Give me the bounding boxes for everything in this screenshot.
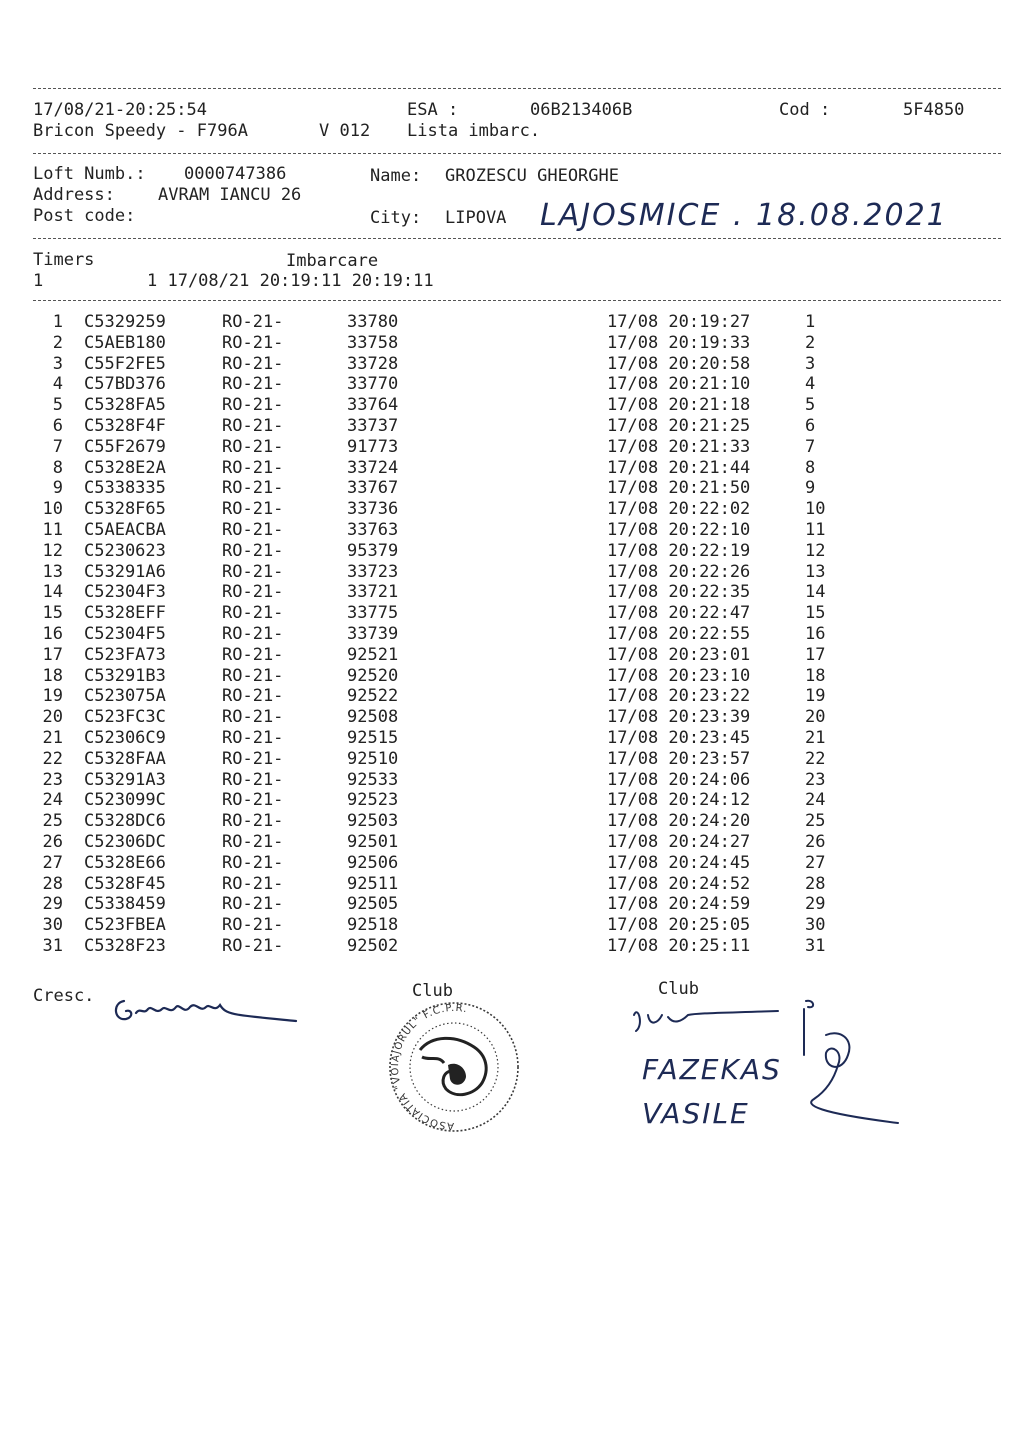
bird-index: 15 bbox=[42, 603, 63, 624]
bird-ring-prefix: RO-21- bbox=[222, 603, 284, 624]
bird-row bbox=[0, 790, 1024, 811]
bird-ring-prefix: RO-21- bbox=[222, 936, 284, 956]
bird-arrival-time: 17/08 20:25:05 bbox=[607, 915, 751, 936]
bird-arrival-time: 17/08 20:22:55 bbox=[607, 624, 751, 644]
timer-entry: 1 17/08/21 20:19:11 20:19:11 bbox=[147, 271, 434, 291]
bird-arrival-time: 17/08 20:24:45 bbox=[607, 852, 751, 873]
cod-label: Cod : bbox=[779, 100, 831, 120]
list-title: Lista imbarc. bbox=[407, 121, 541, 141]
bird-arrival-time: 17/08 20:22:19 bbox=[607, 540, 751, 561]
bird-ring-number: 92533 bbox=[347, 769, 399, 790]
bird-chip-id: C5328F65 bbox=[84, 499, 166, 520]
bird-index: 12 bbox=[42, 540, 63, 561]
city-label: City: bbox=[370, 208, 422, 228]
bird-ring-prefix: RO-21- bbox=[222, 707, 284, 728]
bird-row bbox=[0, 624, 1024, 645]
bird-ring-prefix: RO-21- bbox=[222, 811, 284, 832]
bird-position: 8 bbox=[805, 457, 816, 478]
bird-chip-id: C5AEB180 bbox=[84, 332, 166, 353]
bird-ring-number: 33763 bbox=[347, 520, 399, 540]
bird-ring-number: 33737 bbox=[347, 416, 399, 436]
postcode-label: Post code: bbox=[33, 206, 136, 226]
bird-ring-number: 33728 bbox=[347, 353, 399, 374]
bird-position: 7 bbox=[805, 436, 816, 457]
bird-ring-prefix: RO-21- bbox=[222, 457, 284, 478]
bird-chip-id: C5338459 bbox=[84, 894, 166, 915]
report-datetime: 17/08/21-20:25:54 bbox=[33, 100, 207, 120]
bird-row bbox=[0, 874, 1024, 895]
bird-index: 1 bbox=[52, 312, 63, 332]
bird-index: 11 bbox=[42, 520, 63, 540]
bird-index: 28 bbox=[42, 873, 63, 894]
bird-arrival-time: 17/08 20:21:10 bbox=[607, 374, 751, 395]
bird-arrival-time: 17/08 20:21:44 bbox=[607, 457, 751, 478]
bird-chip-id: C5338335 bbox=[84, 478, 166, 499]
bird-arrival-time: 17/08 20:23:10 bbox=[607, 665, 751, 686]
bird-row bbox=[0, 894, 1024, 915]
bird-ring-number: 92515 bbox=[347, 728, 399, 748]
bird-chip-id: C523FBEA bbox=[84, 915, 166, 936]
bird-row bbox=[0, 603, 1024, 624]
esa-value: 06B213406B bbox=[530, 100, 633, 120]
bird-index: 18 bbox=[42, 665, 63, 686]
bird-chip-id: C5328E2A bbox=[84, 457, 166, 478]
bird-position: 31 bbox=[805, 936, 826, 956]
bird-ring-number: 33739 bbox=[347, 624, 399, 644]
bird-position: 19 bbox=[805, 686, 826, 707]
bird-row bbox=[0, 520, 1024, 541]
bird-row bbox=[0, 707, 1024, 728]
bird-index: 20 bbox=[42, 707, 63, 728]
bird-index: 14 bbox=[42, 582, 63, 603]
bird-chip-id: C5329259 bbox=[84, 312, 166, 332]
bird-arrival-time: 17/08 20:22:35 bbox=[607, 582, 751, 603]
cresc-label: Cresc. bbox=[33, 986, 95, 1006]
bird-index: 27 bbox=[42, 852, 63, 873]
bird-index: 10 bbox=[42, 499, 63, 520]
bird-index: 22 bbox=[42, 748, 63, 769]
bird-position: 16 bbox=[805, 624, 826, 644]
bird-ring-prefix: RO-21- bbox=[222, 852, 284, 873]
bird-row bbox=[0, 458, 1024, 479]
bird-row bbox=[0, 728, 1024, 749]
bird-chip-id: C5230623 bbox=[84, 540, 166, 561]
bird-index: 2 bbox=[52, 332, 63, 353]
bird-index: 30 bbox=[42, 915, 63, 936]
esa-label: ESA : bbox=[407, 100, 459, 120]
bird-chip-id: C5328E66 bbox=[84, 852, 166, 873]
bird-index: 3 bbox=[52, 353, 63, 374]
bird-ring-number: 33736 bbox=[347, 499, 399, 520]
bird-chip-id: C52306DC bbox=[84, 832, 166, 852]
bird-ring-number: 33723 bbox=[347, 561, 399, 582]
bird-position: 2 bbox=[805, 332, 816, 353]
club-label-right: Club bbox=[658, 979, 699, 999]
bird-row bbox=[0, 416, 1024, 437]
bird-position: 15 bbox=[805, 603, 826, 624]
bird-position: 26 bbox=[805, 832, 826, 852]
bird-chip-id: C53291B3 bbox=[84, 665, 166, 686]
bird-ring-prefix: RO-21- bbox=[222, 540, 284, 561]
bird-ring-prefix: RO-21- bbox=[222, 520, 284, 540]
bird-row bbox=[0, 478, 1024, 499]
bird-chip-id: C53291A6 bbox=[84, 561, 166, 582]
bird-chip-id: C523FC3C bbox=[84, 707, 166, 728]
loft-label: Loft Numb.: bbox=[33, 164, 146, 184]
bird-arrival-time: 17/08 20:22:47 bbox=[607, 603, 751, 624]
bird-arrival-time: 17/08 20:20:58 bbox=[607, 353, 751, 374]
bird-index: 7 bbox=[52, 436, 63, 457]
bird-ring-prefix: RO-21- bbox=[222, 873, 284, 894]
bird-index: 9 bbox=[52, 478, 63, 499]
bird-position: 5 bbox=[805, 395, 816, 416]
bird-row bbox=[0, 686, 1024, 707]
bird-arrival-time: 17/08 20:25:11 bbox=[607, 936, 751, 956]
bird-ring-prefix: RO-21- bbox=[222, 686, 284, 707]
bird-arrival-time: 17/08 20:24:27 bbox=[607, 832, 751, 852]
bird-ring-number: 91773 bbox=[347, 436, 399, 457]
cod-value: 5F4850 bbox=[903, 100, 965, 120]
bird-index: 23 bbox=[42, 769, 63, 790]
stamp-text: ASOCIATIA "VOIAJORUL" F.C.P.R. bbox=[389, 1002, 469, 1132]
bird-row bbox=[0, 582, 1024, 603]
bird-index: 21 bbox=[42, 728, 63, 748]
bird-ring-prefix: RO-21- bbox=[222, 395, 284, 416]
bird-position: 29 bbox=[805, 894, 826, 915]
bird-ring-prefix: RO-21- bbox=[222, 312, 284, 332]
bird-row bbox=[0, 749, 1024, 770]
bird-chip-id: C5328FA5 bbox=[84, 395, 166, 416]
bird-position: 3 bbox=[805, 353, 816, 374]
bird-chip-id: C52306C9 bbox=[84, 728, 166, 748]
bird-row bbox=[0, 832, 1024, 853]
imbarcare-label: Imbarcare bbox=[286, 251, 379, 271]
bird-index: 25 bbox=[42, 811, 63, 832]
bird-ring-number: 33758 bbox=[347, 332, 399, 353]
timer-id: 1 bbox=[33, 271, 44, 291]
bird-arrival-time: 17/08 20:22:10 bbox=[607, 520, 751, 540]
bird-arrival-time: 17/08 20:24:52 bbox=[607, 873, 751, 894]
bird-ring-prefix: RO-21- bbox=[222, 499, 284, 520]
bird-chip-id: C55F2679 bbox=[84, 436, 166, 457]
bird-chip-id: C55F2FE5 bbox=[84, 353, 166, 374]
bird-row bbox=[0, 333, 1024, 354]
loft-number: 0000747386 bbox=[184, 164, 287, 184]
bird-ring-number: 92503 bbox=[347, 811, 399, 832]
bird-ring-prefix: RO-21- bbox=[222, 332, 284, 353]
bird-position: 6 bbox=[805, 416, 816, 436]
bird-ring-number: 92502 bbox=[347, 936, 399, 956]
bird-row bbox=[0, 312, 1024, 333]
bird-chip-id: C523099C bbox=[84, 790, 166, 811]
bird-ring-prefix: RO-21- bbox=[222, 769, 284, 790]
bird-position: 10 bbox=[805, 499, 826, 520]
bird-position: 20 bbox=[805, 707, 826, 728]
bird-ring-prefix: RO-21- bbox=[222, 436, 284, 457]
bird-ring-prefix: RO-21- bbox=[222, 790, 284, 811]
owner-name: GROZESCU GHEORGHE bbox=[445, 166, 619, 186]
bird-row bbox=[0, 395, 1024, 416]
bird-index: 5 bbox=[52, 395, 63, 416]
bird-row bbox=[0, 666, 1024, 687]
bird-ring-prefix: RO-21- bbox=[222, 832, 284, 852]
bird-position: 4 bbox=[805, 374, 816, 395]
bird-chip-id: C52304F5 bbox=[84, 624, 166, 644]
address-label: Address: bbox=[33, 185, 115, 205]
bird-chip-id: C5328EFF bbox=[84, 603, 166, 624]
bird-ring-prefix: RO-21- bbox=[222, 728, 284, 748]
divider-header bbox=[33, 153, 1001, 154]
bird-ring-prefix: RO-21- bbox=[222, 478, 284, 499]
bird-ring-prefix: RO-21- bbox=[222, 665, 284, 686]
device-name: Bricon Speedy - F796A bbox=[33, 121, 248, 141]
bird-index: 19 bbox=[42, 686, 63, 707]
bird-arrival-time: 17/08 20:24:12 bbox=[607, 790, 751, 811]
bird-ring-number: 33770 bbox=[347, 374, 399, 395]
bird-position: 24 bbox=[805, 790, 826, 811]
bird-arrival-time: 17/08 20:21:50 bbox=[607, 478, 751, 499]
bird-row bbox=[0, 770, 1024, 791]
club-stamp-icon bbox=[382, 995, 527, 1135]
bird-chip-id: C5328F4F bbox=[84, 416, 166, 436]
bird-ring-prefix: RO-21- bbox=[222, 374, 284, 395]
bird-ring-number: 95379 bbox=[347, 540, 399, 561]
bird-row bbox=[0, 499, 1024, 520]
bird-ring-prefix: RO-21- bbox=[222, 624, 284, 644]
bird-index: 16 bbox=[42, 624, 63, 644]
bird-ring-prefix: RO-21- bbox=[222, 915, 284, 936]
bird-ring-number: 92521 bbox=[347, 644, 399, 665]
bird-row bbox=[0, 562, 1024, 583]
bird-ring-prefix: RO-21- bbox=[222, 561, 284, 582]
bird-chip-id: C5AEACBA bbox=[84, 520, 166, 540]
bird-ring-prefix: RO-21- bbox=[222, 416, 284, 436]
bird-index: 6 bbox=[52, 416, 63, 436]
bird-ring-prefix: RO-21- bbox=[222, 894, 284, 915]
bird-ring-number: 92522 bbox=[347, 686, 399, 707]
bird-position: 13 bbox=[805, 561, 826, 582]
divider-owner bbox=[33, 238, 1001, 239]
handwritten-location-date: LAJOSMICE . 18.08.2021 bbox=[540, 198, 948, 233]
bird-position: 21 bbox=[805, 728, 826, 748]
bird-ring-prefix: RO-21- bbox=[222, 748, 284, 769]
bird-position: 11 bbox=[805, 520, 826, 540]
bird-position: 22 bbox=[805, 748, 826, 769]
bird-arrival-time: 17/08 20:22:02 bbox=[607, 499, 751, 520]
bird-index: 24 bbox=[42, 790, 63, 811]
bird-index: 4 bbox=[52, 374, 63, 395]
bird-ring-number: 92508 bbox=[347, 707, 399, 728]
club-label-left: Club bbox=[412, 981, 453, 1001]
bird-chip-id: C523075A bbox=[84, 686, 166, 707]
bird-index: 8 bbox=[52, 457, 63, 478]
bird-arrival-time: 17/08 20:22:26 bbox=[607, 561, 751, 582]
bird-row bbox=[0, 374, 1024, 395]
bird-chip-id: C52304F3 bbox=[84, 582, 166, 603]
bird-index: 29 bbox=[42, 894, 63, 915]
bird-position: 28 bbox=[805, 873, 826, 894]
address-value: AVRAM IANCU 26 bbox=[158, 185, 302, 205]
bird-arrival-time: 17/08 20:24:20 bbox=[607, 811, 751, 832]
bird-arrival-time: 17/08 20:23:45 bbox=[607, 728, 751, 748]
bird-arrival-time: 17/08 20:21:18 bbox=[607, 395, 751, 416]
bird-chip-id: C523FA73 bbox=[84, 644, 166, 665]
bird-arrival-time: 17/08 20:23:39 bbox=[607, 707, 751, 728]
bird-arrival-time: 17/08 20:24:59 bbox=[607, 894, 751, 915]
bird-ring-number: 92506 bbox=[347, 852, 399, 873]
bird-row bbox=[0, 811, 1024, 832]
bird-ring-number: 92520 bbox=[347, 665, 399, 686]
bird-ring-number: 33780 bbox=[347, 312, 399, 332]
bird-position: 17 bbox=[805, 644, 826, 665]
bird-position: 9 bbox=[805, 478, 816, 499]
city-value: LIPOVA bbox=[445, 208, 507, 228]
bird-ring-prefix: RO-21- bbox=[222, 353, 284, 374]
bird-arrival-time: 17/08 20:19:27 bbox=[607, 312, 751, 332]
bird-arrival-time: 17/08 20:23:57 bbox=[607, 748, 751, 769]
timers-label: Timers bbox=[33, 250, 95, 270]
bird-ring-number: 92518 bbox=[347, 915, 399, 936]
bird-ring-number: 92511 bbox=[347, 873, 399, 894]
bird-ring-number: 33721 bbox=[347, 582, 399, 603]
bird-chip-id: C5328FAA bbox=[84, 748, 166, 769]
bird-position: 14 bbox=[805, 582, 826, 603]
bird-index: 13 bbox=[42, 561, 63, 582]
bird-position: 1 bbox=[805, 312, 816, 332]
bird-index: 17 bbox=[42, 644, 63, 665]
bird-ring-number: 92510 bbox=[347, 748, 399, 769]
bird-arrival-time: 17/08 20:21:25 bbox=[607, 416, 751, 436]
bird-position: 18 bbox=[805, 665, 826, 686]
bird-ring-number: 92505 bbox=[347, 894, 399, 915]
bird-index: 26 bbox=[42, 832, 63, 852]
bird-position: 30 bbox=[805, 915, 826, 936]
bird-ring-number: 92501 bbox=[347, 832, 399, 852]
bird-row bbox=[0, 853, 1024, 874]
bird-position: 12 bbox=[805, 540, 826, 561]
bird-ring-number: 33764 bbox=[347, 395, 399, 416]
bird-ring-number: 92523 bbox=[347, 790, 399, 811]
bird-position: 23 bbox=[805, 769, 826, 790]
divider-top bbox=[33, 88, 1001, 89]
bird-index: 31 bbox=[42, 936, 63, 956]
bird-row bbox=[0, 354, 1024, 375]
bird-chip-id: C53291A3 bbox=[84, 769, 166, 790]
divider-timers bbox=[33, 300, 1001, 301]
bird-chip-id: C5328DC6 bbox=[84, 811, 166, 832]
breeder-signature-icon bbox=[110, 985, 300, 1030]
bird-ring-prefix: RO-21- bbox=[222, 582, 284, 603]
club-signature-name: FAZEKAS VASILE bbox=[642, 1053, 782, 1130]
bird-arrival-time: 17/08 20:23:01 bbox=[607, 644, 751, 665]
bird-row bbox=[0, 936, 1024, 957]
bird-ring-number: 33767 bbox=[347, 478, 399, 499]
bird-ring-prefix: RO-21- bbox=[222, 644, 284, 665]
bird-position: 25 bbox=[805, 811, 826, 832]
bird-row bbox=[0, 915, 1024, 936]
bird-row bbox=[0, 541, 1024, 562]
bird-ring-number: 33724 bbox=[347, 457, 399, 478]
bird-chip-id: C5328F23 bbox=[84, 936, 166, 956]
bird-arrival-time: 17/08 20:19:33 bbox=[607, 332, 751, 353]
bird-row bbox=[0, 645, 1024, 666]
bird-arrival-time: 17/08 20:23:22 bbox=[607, 686, 751, 707]
bird-chip-id: C57BD376 bbox=[84, 374, 166, 395]
bird-arrival-time: 17/08 20:24:06 bbox=[607, 769, 751, 790]
bird-chip-id: C5328F45 bbox=[84, 873, 166, 894]
bird-row bbox=[0, 437, 1024, 458]
bird-position: 27 bbox=[805, 852, 826, 873]
device-version: V 012 bbox=[319, 121, 371, 141]
bird-arrival-time: 17/08 20:21:33 bbox=[607, 436, 751, 457]
name-label: Name: bbox=[370, 166, 422, 186]
bird-ring-number: 33775 bbox=[347, 603, 399, 624]
